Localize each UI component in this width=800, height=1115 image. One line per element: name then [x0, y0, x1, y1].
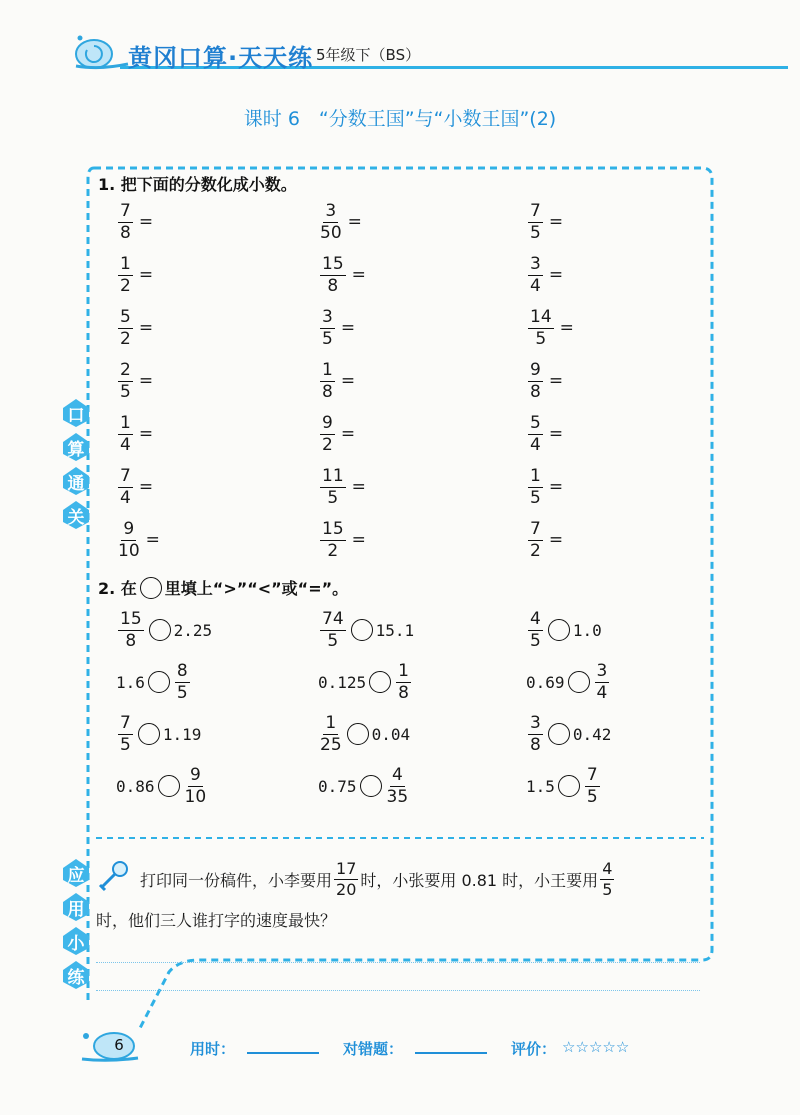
- answer-circle[interactable]: [148, 671, 170, 693]
- fraction: $\frac{7}{5}$: [530, 200, 541, 243]
- q2-item: [116, 710, 201, 758]
- fraction: $\frac{1}{8}$: [322, 359, 333, 402]
- fraction: $\frac{5}{2}$: [120, 306, 131, 349]
- side-tab: 关: [62, 500, 90, 530]
- equals-sign: =: [340, 424, 356, 444]
- equals-sign: =: [340, 371, 356, 391]
- answer-circle[interactable]: [158, 775, 180, 797]
- equals-sign: =: [548, 477, 564, 497]
- q1-item: [526, 463, 563, 511]
- q1-item: [318, 251, 366, 299]
- dashed-frame: [84, 160, 716, 1038]
- q2-item: [526, 658, 611, 706]
- answer-circle[interactable]: [558, 775, 580, 797]
- fraction: $\frac{4}{5}$: [530, 608, 541, 651]
- fraction: $\frac{15}{8}$: [120, 608, 142, 651]
- q2-item: [116, 606, 212, 654]
- fraction: $\frac{1}{2}$: [120, 253, 131, 296]
- side-tab: 用: [62, 892, 90, 922]
- time-blank[interactable]: [247, 1038, 319, 1054]
- equals-sign: =: [548, 530, 564, 550]
- time-label: 用时：: [190, 1040, 236, 1058]
- fraction: $\frac{7}{4}$: [120, 465, 131, 508]
- problem-line-2: 时，他们三人谁打字的速度最快？: [96, 911, 337, 930]
- answer-circle[interactable]: [149, 619, 171, 641]
- decimal: 0.69: [526, 672, 565, 692]
- side-tab: 通: [62, 466, 90, 496]
- equals-sign: =: [548, 371, 564, 391]
- fraction: $\frac{3}{4}$: [530, 253, 541, 296]
- equals-sign: =: [351, 265, 366, 285]
- q2-item: [526, 606, 602, 654]
- fraction: $\frac{9}{8}$: [530, 359, 541, 402]
- fraction: $\frac{1}{4}$: [120, 412, 131, 455]
- fraction: $\frac{3}{8}$: [530, 712, 541, 755]
- q2-item: [318, 762, 410, 810]
- q1-item: [116, 251, 153, 299]
- fraction: $\frac{5}{4}$: [530, 412, 541, 455]
- equals-sign: =: [138, 318, 154, 338]
- q2-item: [116, 658, 192, 706]
- side-tab: 算: [62, 432, 90, 462]
- side-tab: 应: [62, 858, 90, 888]
- answer-circle[interactable]: [548, 723, 570, 745]
- q2-title-b: 里填上“>”“<”或“=”。: [164, 579, 349, 598]
- q2-item: [116, 762, 208, 810]
- brand-title: 黄冈口算·天天练: [128, 44, 314, 72]
- q2-title: [98, 576, 348, 599]
- answer-line[interactable]: [96, 962, 700, 963]
- q1-item: [116, 516, 160, 564]
- q2-item: [318, 658, 413, 706]
- fraction: $\frac{2}{5}$: [120, 359, 131, 402]
- fraction: $\frac{7}{2}$: [530, 518, 541, 561]
- equals-sign: =: [138, 371, 154, 391]
- fraction: $\frac{74}{5}$: [322, 608, 344, 651]
- fraction: $\frac{15}{8}$: [322, 253, 344, 296]
- q2-item: [318, 606, 414, 654]
- decimal: 1.5: [526, 776, 555, 796]
- fraction: $\frac{4}{5}$: [602, 858, 613, 899]
- q2-item: [526, 762, 602, 810]
- fraction: $\frac{7}{8}$: [120, 200, 131, 243]
- rating-label: 评价：: [511, 1040, 557, 1058]
- answer-circle[interactable]: [548, 619, 570, 641]
- decimal: 15.1: [375, 620, 415, 640]
- equals-sign: =: [559, 318, 574, 338]
- equals-sign: =: [548, 424, 564, 444]
- footer-bar: [190, 1038, 629, 1059]
- equals-sign: =: [340, 318, 356, 338]
- fraction: $\frac{3}{4}$: [596, 660, 608, 703]
- fraction: $\frac{7}{5}$: [586, 764, 598, 807]
- q1-item: [526, 516, 563, 564]
- correct-label: 对错题：: [343, 1040, 404, 1058]
- q1-item: [318, 198, 362, 246]
- q1-item: [526, 251, 563, 299]
- equals-sign: =: [145, 530, 160, 550]
- grade-label: 5年级下（BS）: [316, 46, 421, 64]
- fraction: $\frac{3}{50}$: [320, 200, 342, 243]
- equals-sign: =: [138, 265, 154, 285]
- q1-item: [116, 463, 153, 511]
- decimal: 2.25: [173, 620, 213, 640]
- decimal: 0.04: [371, 724, 411, 744]
- side-tab: 口: [62, 398, 90, 428]
- q1-item: [318, 463, 366, 511]
- fraction: $\frac{17}{20}$: [336, 858, 357, 899]
- circle-icon: [140, 577, 162, 599]
- q1-item: [526, 410, 563, 458]
- decimal: 0.125: [318, 672, 367, 692]
- answer-circle[interactable]: [369, 671, 391, 693]
- magnifier-icon: [96, 858, 132, 894]
- rating-stars[interactable]: ☆☆☆☆☆: [562, 1038, 630, 1056]
- q1-item: [318, 410, 355, 458]
- answer-circle[interactable]: [568, 671, 590, 693]
- q2-item: [526, 710, 611, 758]
- lesson-title: 课时 6 “分数王国”与“小数王国”(2): [243, 108, 557, 130]
- fraction: $\frac{9}{10}$: [184, 764, 207, 807]
- q2-title-a: 2. 在: [98, 579, 137, 598]
- equals-sign: =: [548, 212, 564, 232]
- fraction: $\frac{7}{5}$: [120, 712, 131, 755]
- q2-item: [318, 710, 410, 758]
- answer-circle[interactable]: [360, 775, 382, 797]
- problem-text-1: 打印同一份稿件，小李要用: [140, 870, 333, 890]
- fraction: $\frac{9}{10}$: [118, 518, 140, 561]
- fraction: $\frac{3}{5}$: [322, 306, 333, 349]
- equals-sign: =: [138, 424, 154, 444]
- answer-circle[interactable]: [347, 723, 369, 745]
- fraction: $\frac{1}{5}$: [530, 465, 541, 508]
- q1-item: [116, 357, 153, 405]
- equals-sign: =: [351, 530, 366, 550]
- fraction: $\frac{11}{5}$: [322, 465, 344, 508]
- answer-circle[interactable]: [138, 723, 160, 745]
- fraction: $\frac{1}{25}$: [320, 712, 342, 755]
- q1-item: [526, 357, 563, 405]
- q1-item: [116, 198, 153, 246]
- decimal: 0.42: [572, 724, 612, 744]
- answer-line[interactable]: [96, 990, 700, 991]
- fraction: $\frac{4}{35}$: [386, 764, 409, 807]
- q1-item: [526, 198, 563, 246]
- q1-title: 1. 把下面的分数化成小数。: [98, 175, 297, 194]
- side-tab: 小: [62, 926, 90, 956]
- q1-item: [318, 357, 355, 405]
- decimal: 0.86: [116, 776, 155, 796]
- equals-sign: =: [351, 477, 366, 497]
- decimal: 1.0: [572, 620, 602, 640]
- side-tab: 练: [62, 960, 90, 990]
- fraction: $\frac{9}{2}$: [322, 412, 333, 455]
- q1-item: [116, 410, 153, 458]
- equals-sign: =: [138, 212, 154, 232]
- fraction: $\frac{14}{5}$: [530, 306, 552, 349]
- answer-circle[interactable]: [351, 619, 373, 641]
- page-number: 6: [114, 1036, 124, 1054]
- q1-item: [526, 304, 574, 352]
- equals-sign: =: [548, 265, 564, 285]
- equals-sign: =: [138, 477, 154, 497]
- problem-line-1: [140, 856, 616, 902]
- decimal: 0.75: [318, 776, 357, 796]
- equals-sign: =: [347, 212, 362, 232]
- fraction: $\frac{15}{2}$: [322, 518, 344, 561]
- q1-item: [116, 304, 153, 352]
- correct-blank[interactable]: [415, 1038, 487, 1054]
- q1-item: [318, 516, 366, 564]
- fraction: $\frac{1}{8}$: [398, 660, 409, 703]
- decimal: 1.19: [162, 724, 202, 744]
- problem-text-2: 时，小张要用 0.81 时，小王要用: [360, 870, 599, 890]
- decimal: 1.6: [116, 672, 145, 692]
- q1-item: [318, 304, 355, 352]
- snail-logo-icon: [70, 30, 130, 70]
- fraction: $\frac{8}{5}$: [176, 660, 188, 703]
